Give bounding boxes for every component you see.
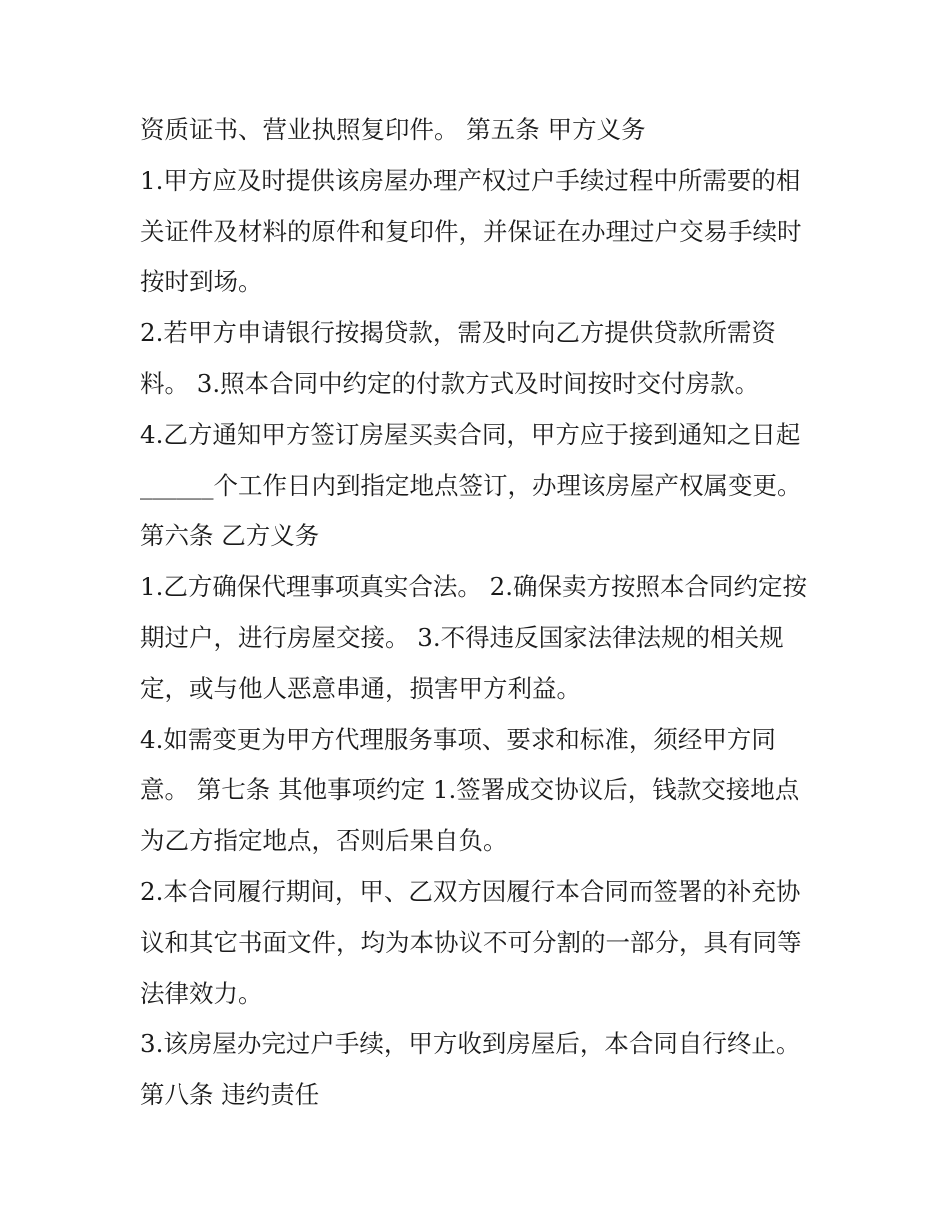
text-line: 2.本合同履行期间，甲、乙双方因履行本合同而签署的补充协 xyxy=(140,876,801,906)
text-line: 意。 第七条 其他事项约定 1.签署成交协议后，钱款交接地点 xyxy=(140,775,800,805)
text-line: 为乙方指定地点，否则后果自负。 xyxy=(140,826,508,856)
section-heading: 第八条 违约责任 xyxy=(140,1080,320,1110)
text-line: 1.甲方应及时提供该房屋办理产权过户手续过程中所需要的相 xyxy=(140,165,801,195)
text-line: ______个工作日内到指定地点签订，办理该房屋产权属变更。 xyxy=(140,470,802,500)
text-line: 3.该房屋办完过户手续，甲方收到房屋后，本合同自行终止。 xyxy=(140,1029,801,1059)
text-line: 料。 3.照本合同中约定的付款方式及时间按时交付房款。 xyxy=(140,368,760,398)
text-line: 资质证书、营业执照复印件。 第五条 甲方义务 xyxy=(140,115,646,144)
text-line: 2.若甲方申请银行按揭贷款，需及时向乙方提供贷款所需资 xyxy=(140,318,776,348)
text-line: 4.乙方通知甲方签订房屋买卖合同，甲方应于接到通知之日起 xyxy=(140,419,801,449)
text-line: 定，或与他人恶意串通，损害甲方利益。 xyxy=(140,673,581,703)
text-line: 关证件及材料的原件和复印件，并保证在办理过户交易手续时 xyxy=(140,216,802,246)
section-heading: 第六条 乙方义务 xyxy=(140,521,320,551)
document-body xyxy=(140,105,840,1121)
text-line: 按时到场。 xyxy=(140,267,263,297)
text-line: 1.乙方确保代理事项真实合法。 2.确保卖方按照本合同约定按 xyxy=(140,572,808,602)
text-line: 4.如需变更为甲方代理服务事项、要求和标准，须经甲方同 xyxy=(140,724,776,754)
text-line: 法律效力。 xyxy=(140,978,263,1008)
text-line: 议和其它书面文件，均为本协议不可分割的一部分，具有同等 xyxy=(140,927,802,957)
text-line: 期过户，进行房屋交接。 3.不得违反国家法律法规的相关规 xyxy=(140,622,784,652)
